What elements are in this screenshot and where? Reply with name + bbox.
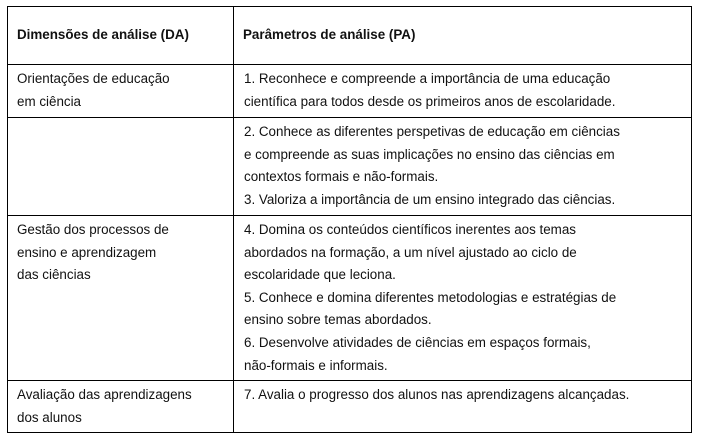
parameter-cell: [234, 216, 692, 381]
parameter-text: científica para todos desde os primeiros anos de escolaridade.: [244, 93, 616, 109]
table-header-row: [8, 7, 692, 65]
parameter-text: 3. Valoriza a importância de um ensino integrado das ciências.: [244, 191, 616, 207]
parameter-text: ensino sobre temas abordados.: [244, 312, 432, 328]
dimension-text: dos alunos: [17, 409, 82, 425]
parameter-cell: [234, 381, 692, 433]
parameter-text: 6. Desenvolve atividades de ciências em espaços formais,: [244, 334, 591, 350]
table-row: [8, 118, 692, 216]
parameter-cell: [234, 65, 692, 118]
parameter-text: 2. Conhece as diferentes perspetivas de educação em ciências: [244, 124, 620, 139]
analysis-table: [7, 6, 692, 433]
parameter-text: 4. Domina os conteúdos científicos inerentes aos temas: [244, 222, 576, 237]
document-page: [7, 6, 692, 433]
header-dimensions: Dimensões de análise (DA): [8, 7, 234, 65]
dimension-cell: [8, 65, 234, 118]
dimension-cell: [8, 118, 234, 216]
dimension-text: das ciências: [17, 267, 91, 283]
parameter-cell: [234, 118, 692, 216]
parameter-text: 5. Conhece e domina diferentes metodologias e estratégias de: [244, 289, 617, 305]
table-row: [8, 381, 692, 433]
header-parameters: Parâmetros de análise (PA): [234, 7, 692, 65]
parameter-text: 1. Reconhece e compreende a importância de uma educação: [244, 71, 611, 86]
dimension-text: ensino e aprendizagem: [17, 244, 157, 260]
table-row: [8, 65, 692, 118]
parameter-text: não-formais e informais.: [244, 357, 388, 373]
parameter-text: contextos formais e não-formais.: [244, 169, 439, 185]
parameter-text: abordados na formação, a um nível ajustado ao ciclo de: [244, 244, 577, 260]
dimension-text: em ciência: [17, 93, 82, 109]
dimension-text: Gestão dos processos de: [17, 222, 169, 237]
parameter-text: escolaridade que leciona.: [244, 267, 396, 283]
table-row: [8, 216, 692, 381]
parameter-text: 7. Avalia o progresso dos alunos nas aprendizagens alcançadas.: [244, 387, 630, 403]
dimension-cell: [8, 216, 234, 381]
dimension-text: Avaliação das aprendizagens: [17, 387, 192, 403]
parameter-text: e compreende as suas implicações no ensino das ciências em: [244, 146, 615, 162]
dimension-cell: [8, 381, 234, 433]
dimension-text: Orientações de educação: [17, 71, 170, 86]
